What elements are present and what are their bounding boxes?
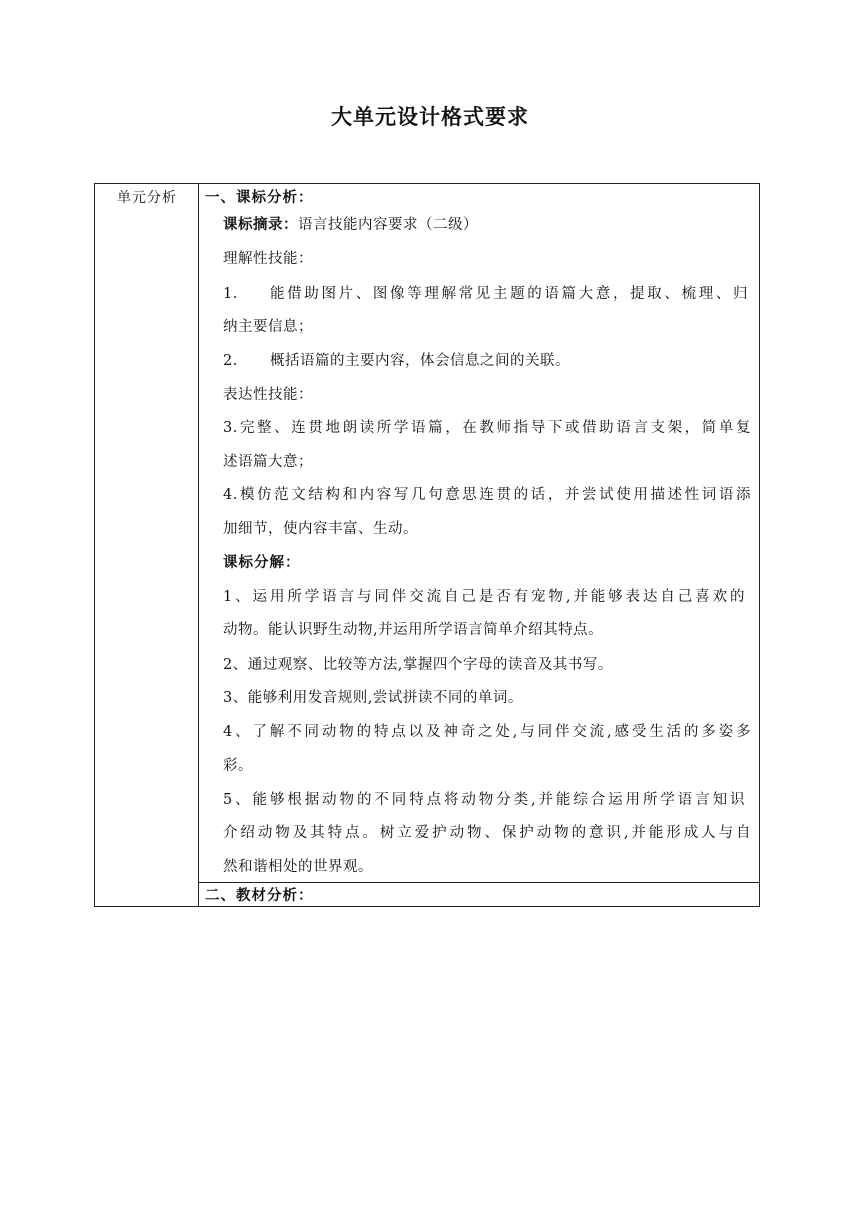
breakdown-4-line2: 彩。 (223, 758, 253, 774)
breakdown-5-line3: 然和谐相处的世界观。 (223, 859, 373, 875)
excerpt-line (223, 214, 478, 236)
breakdown-2-line1: 2、通过观察、比较等方法,掌握四个字母的读音及其书写。 (223, 657, 613, 673)
comprehension-skills-heading: 理解性技能： (223, 251, 313, 267)
item4-line1: 4.模仿范文结构和内容写几句意思连贯的话，并尝试使用描述性词语添 (223, 487, 751, 503)
item1-line1: 能借助图片、图像等理解常见主题的语篇大意，提取、梳理、归 (270, 286, 748, 302)
item2-line1: 概括语篇的主要内容，体会信息之间的关联。 (270, 353, 570, 369)
unit-analysis-label: 单元分析 (117, 190, 177, 206)
item2-number: 2. (223, 353, 238, 369)
section-divider (199, 882, 759, 883)
item3-line2: 述语篇大意； (223, 454, 313, 470)
breakdown-5-line2: 介绍动物及其特点。树立爱护动物、保护动物的意识,并能形成人与自 (223, 825, 751, 841)
expression-skills-heading: 表达性技能： (223, 387, 313, 403)
breakdown-1-line2: 动物。能认识野生动物,并运用所学语言简单介绍其特点。 (223, 622, 604, 638)
textbook-analysis-heading: 二、教材分析： (205, 888, 314, 904)
table-left-column (95, 184, 199, 906)
unit-analysis-table (94, 183, 760, 907)
page-title: 大单元设计格式要求 (331, 105, 529, 129)
breakdown-3-line1: 3、能够利用发音规则,尝试拼读不同的单词。 (223, 690, 523, 706)
breakdown-heading: 课标分解： (223, 555, 301, 571)
table-right-column (199, 184, 759, 906)
item1-line2: 纳主要信息； (223, 319, 313, 335)
item1-number: 1. (223, 286, 238, 302)
item3-line1: 3.完整、连贯地朗读所学语篇，在教师指导下或借助语言支架，简单复 (223, 420, 751, 436)
excerpt-label: 课标摘录： (223, 217, 298, 233)
breakdown-4-line1: 4、了解不同动物的特点以及神奇之处,与同伴交流,感受生活的多姿多 (223, 724, 751, 740)
breakdown-1-line1: 1、运用所学语言与同伴交流自己是否有宠物,并能够表达自己喜欢的 (223, 589, 745, 605)
curriculum-analysis-heading: 一、课标分析： (205, 190, 314, 206)
breakdown-5-line1: 5、能够根据动物的不同特点将动物分类,并能综合运用所学语言知识 (223, 792, 745, 808)
excerpt-text: 语言技能内容要求（二级） (298, 217, 478, 233)
item4-line2: 加细节，使内容丰富、生动。 (223, 521, 418, 537)
